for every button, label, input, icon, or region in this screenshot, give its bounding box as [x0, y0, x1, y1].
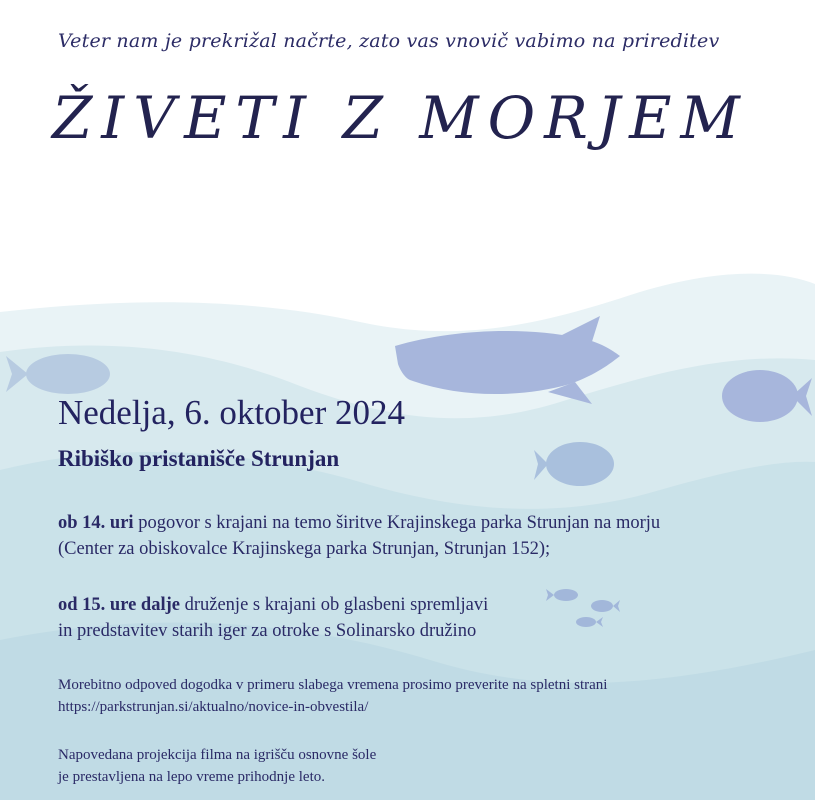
program-time: ob 14. uri — [58, 513, 134, 533]
notice-url: https://parkstrunjan.si/aktualno/novice-in-obvestila/ — [58, 699, 369, 715]
event-date: Nedelja, 6. oktober 2024 — [58, 393, 405, 432]
program-description-line2: in predstavitev starih iger za otroke s Solinarsko družino — [58, 621, 477, 641]
cancellation-notice — [58, 674, 607, 718]
film-note — [58, 744, 376, 788]
program-time: od 15. ure dalje — [58, 595, 180, 615]
program-description-line2: (Center za obiskovalce Krajinskega parka Strunjan, Strunjan 152); — [58, 539, 551, 559]
program-description: druženje s krajani ob glasbeni spremljavi — [179, 595, 489, 615]
film-note-line2: je prestavljena na lepo vreme prihodnje leto. — [58, 769, 325, 785]
event-venue: Ribiško pristanišče Strunjan — [58, 446, 340, 471]
film-note-line1: Napovedana projekcija filma na igrišču osnovne šole — [58, 747, 377, 763]
tagline: Veter nam je prekrižal načrte, zato vas vnovič vabimo na prireditev — [58, 30, 720, 52]
page-title: ŽIVETI Z MORJEM — [52, 84, 749, 152]
program-description: pogovor s krajani na temo širitve Krajinskega parka Strunjan na morju — [133, 513, 661, 533]
program-item-social — [58, 592, 488, 644]
program-item-talk — [58, 510, 660, 562]
notice-text: Morebitno odpoved dogodka v primeru slabega vremena prosimo preverite na spletni strani — [58, 677, 608, 693]
